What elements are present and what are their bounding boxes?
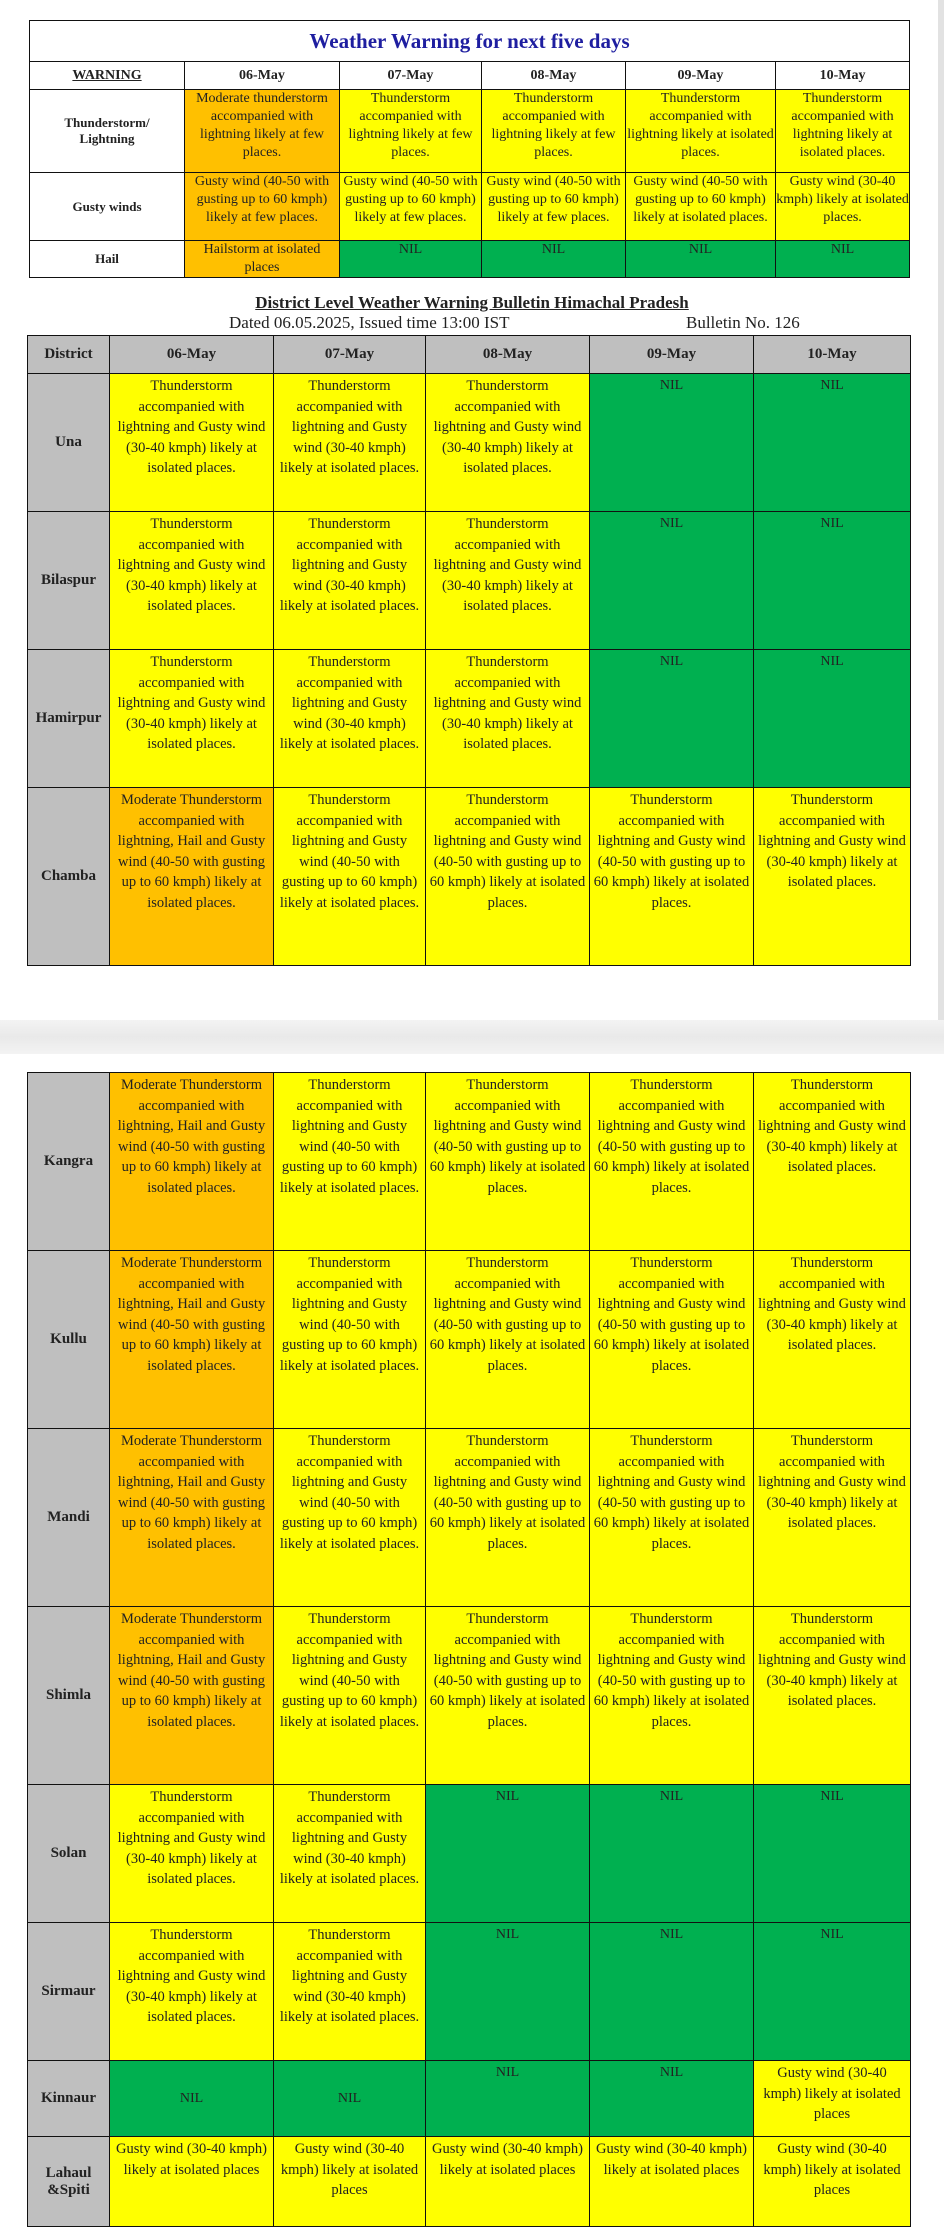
district-warning-cell: Thunderstorm accompanied with lightning and Gusty wind (30-40 kmph) likely at isolated places. (274, 1785, 426, 1923)
district-name: Sirmaur (28, 1923, 110, 2061)
date-column-header: 10-May (754, 336, 911, 374)
district-warning-cell: Thunderstorm accompanied with lightning and Gusty wind (40-50 with gusting up to 60 kmph) likely at isolated places. (590, 788, 754, 966)
district-warning-cell: Gusty wind (30-40 kmph) likely at isolated places (754, 2061, 911, 2137)
district-warning-cell: NIL (590, 2061, 754, 2137)
district-column-header: District (28, 336, 110, 374)
summary-cell: Thunderstorm accompanied with lightning likely at few places. (482, 90, 626, 173)
district-name: Kullu (28, 1251, 110, 1429)
district-row (28, 788, 911, 966)
district-warning-cell: Thunderstorm accompanied with lightning and Gusty wind (40-50 with gusting up to 60 kmph) likely at isolated places. (426, 1251, 590, 1429)
district-row (28, 650, 911, 788)
summary-cell: NIL (776, 241, 910, 278)
date-column-header: 09-May (590, 336, 754, 374)
district-warning-cell: NIL (590, 1785, 754, 1923)
district-warning-cell: Moderate Thunderstorm accompanied with lightning, Hail and Gusty wind (40-50 with gusting up to 60 kmph) likely at isolated places. (110, 788, 274, 966)
five-day-warning-table (29, 20, 910, 278)
summary-cell: Moderate thunderstorm accompanied with lightning likely at few places. (185, 90, 340, 173)
district-warning-cell: Thunderstorm accompanied with lightning and Gusty wind (30-40 kmph) likely at isolated places. (274, 650, 426, 788)
district-warning-cell: Thunderstorm accompanied with lightning and Gusty wind (30-40 kmph) likely at isolated places. (274, 1923, 426, 2061)
district-warning-cell: NIL (590, 374, 754, 512)
summary-cell: Thunderstorm accompanied with lightning likely at isolated places. (776, 90, 910, 173)
district-name: Lahaul &Spiti (28, 2137, 110, 2227)
district-warning-table-page2 (27, 1072, 911, 2227)
district-warning-cell: Gusty wind (30-40 kmph) likely at isolated places (274, 2137, 426, 2227)
district-row (28, 1429, 911, 1607)
bulletin-page-1 (0, 0, 944, 1020)
district-warning-cell: Thunderstorm accompanied with lightning and Gusty wind (40-50 with gusting up to 60 kmph) likely at isolated places. (274, 1607, 426, 1785)
district-warning-cell: Thunderstorm accompanied with lightning and Gusty wind (30-40 kmph) likely at isolated places. (754, 1429, 911, 1607)
district-warning-cell: Thunderstorm accompanied with lightning and Gusty wind (40-50 with gusting up to 60 kmph) likely at isolated places. (274, 788, 426, 966)
district-warning-table-page1 (27, 335, 911, 966)
date-column-header: 06-May (110, 336, 274, 374)
district-warning-cell: Thunderstorm accompanied with lightning and Gusty wind (30-40 kmph) likely at isolated places. (110, 650, 274, 788)
district-warning-cell: NIL (754, 1785, 911, 1923)
date-column-header: 09-May (626, 62, 776, 90)
district-warning-cell: NIL (754, 650, 911, 788)
district-row (28, 1073, 911, 1251)
district-warning-cell: Moderate Thunderstorm accompanied with lightning, Hail and Gusty wind (40-50 with gusting up to 60 kmph) likely at isolated places. (110, 1073, 274, 1251)
district-warning-cell: Thunderstorm accompanied with lightning and Gusty wind (30-40 kmph) likely at isolated places. (110, 1923, 274, 2061)
district-warning-cell: Moderate Thunderstorm accompanied with lightning, Hail and Gusty wind (40-50 with gusting up to 60 kmph) likely at isolated places. (110, 1429, 274, 1607)
bulletin-title: District Level Weather Warning Bulletin Himachal Pradesh (255, 293, 689, 312)
district-warning-cell: Thunderstorm accompanied with lightning and Gusty wind (40-50 with gusting up to 60 kmph) likely at isolated places. (426, 1073, 590, 1251)
district-warning-cell: Thunderstorm accompanied with lightning and Gusty wind (40-50 with gusting up to 60 kmph) likely at isolated places. (426, 1429, 590, 1607)
district-warning-cell: Gusty wind (30-40 kmph) likely at isolated places (110, 2137, 274, 2227)
district-warning-cell: Thunderstorm accompanied with lightning and Gusty wind (40-50 with gusting up to 60 kmph) likely at isolated places. (426, 788, 590, 966)
district-warning-cell: NIL (426, 1785, 590, 1923)
district-warning-cell: Thunderstorm accompanied with lightning and Gusty wind (30-40 kmph) likely at isolated places. (754, 1073, 911, 1251)
district-warning-cell: NIL (754, 1923, 911, 2061)
district-warning-cell: NIL (754, 512, 911, 650)
district-name: Solan (28, 1785, 110, 1923)
district-name: Kinnaur (28, 2061, 110, 2137)
bulletin-number: Bulletin No. 126 (686, 313, 800, 332)
page-separator (0, 1020, 944, 1054)
district-warning-cell: Thunderstorm accompanied with lightning and Gusty wind (40-50 with gusting up to 60 kmph) likely at isolated places. (590, 1251, 754, 1429)
district-warning-cell: Thunderstorm accompanied with lightning and Gusty wind (40-50 with gusting up to 60 kmph) likely at isolated places. (590, 1073, 754, 1251)
district-warning-cell: NIL (110, 2061, 274, 2137)
summary-row (30, 173, 910, 241)
summary-cell: Thunderstorm accompanied with lightning likely at isolated places. (626, 90, 776, 173)
date-column-header: 08-May (482, 62, 626, 90)
district-name: Mandi (28, 1429, 110, 1607)
district-row (28, 1923, 911, 2061)
district-name: Bilaspur (28, 512, 110, 650)
summary-cell: Gusty wind (30-40 kmph) likely at isolated places. (776, 173, 910, 241)
summary-row-label: Hail (30, 241, 185, 278)
district-warning-cell: Thunderstorm accompanied with lightning and Gusty wind (30-40 kmph) likely at isolated places. (274, 512, 426, 650)
date-column-header: 10-May (776, 62, 910, 90)
district-warning-cell: Thunderstorm accompanied with lightning and Gusty wind (40-50 with gusting up to 60 kmph) likely at isolated places. (590, 1607, 754, 1785)
district-warning-cell: NIL (590, 512, 754, 650)
district-warning-cell: Thunderstorm accompanied with lightning and Gusty wind (30-40 kmph) likely at isolated places. (754, 1251, 911, 1429)
district-warning-cell: NIL (426, 2061, 590, 2137)
district-header-row (28, 336, 911, 374)
summary-header-row (30, 62, 910, 90)
district-warning-cell: NIL (426, 1923, 590, 2061)
district-warning-cell: NIL (590, 650, 754, 788)
district-row (28, 1785, 911, 1923)
summary-cell: Gusty wind (40-50 with gusting up to 60 kmph) likely at few places. (185, 173, 340, 241)
summary-cell: NIL (340, 241, 482, 278)
district-warning-cell: Thunderstorm accompanied with lightning and Gusty wind (30-40 kmph) likely at isolated places. (754, 1607, 911, 1785)
district-warning-cell: Thunderstorm accompanied with lightning and Gusty wind (40-50 with gusting up to 60 kmph) likely at isolated places. (426, 1607, 590, 1785)
district-warning-cell: Thunderstorm accompanied with lightning and Gusty wind (40-50 with gusting up to 60 kmph) likely at isolated places. (274, 1073, 426, 1251)
summary-cell: Gusty wind (40-50 with gusting up to 60 kmph) likely at isolated places. (626, 173, 776, 241)
district-warning-cell: Thunderstorm accompanied with lightning and Gusty wind (30-40 kmph) likely at isolated places. (110, 1785, 274, 1923)
date-column-header: 08-May (426, 336, 590, 374)
district-row (28, 1607, 911, 1785)
district-name: Chamba (28, 788, 110, 966)
bulletin-page-2 (0, 1054, 944, 2237)
summary-cell: NIL (626, 241, 776, 278)
district-warning-cell: Thunderstorm accompanied with lightning and Gusty wind (40-50 with gusting up to 60 kmph) likely at isolated places. (274, 1251, 426, 1429)
summary-title-cell (30, 21, 910, 62)
district-warning-cell: Thunderstorm accompanied with lightning and Gusty wind (30-40 kmph) likely at isolated places. (110, 512, 274, 650)
district-row (28, 2137, 911, 2227)
date-column-header: 07-May (340, 62, 482, 90)
summary-row-label: Thunderstorm/ Lightning (30, 90, 185, 173)
date-column-header: 06-May (185, 62, 340, 90)
district-warning-cell: Gusty wind (30-40 kmph) likely at isolated places (426, 2137, 590, 2227)
summary-cell: NIL (482, 241, 626, 278)
warning-column-header: WARNING (30, 62, 185, 90)
district-warning-cell: NIL (590, 1923, 754, 2061)
district-warning-cell: Thunderstorm accompanied with lightning and Gusty wind (30-40 kmph) likely at isolated places. (426, 374, 590, 512)
summary-cell: Gusty wind (40-50 with gusting up to 60 kmph) likely at few places. (482, 173, 626, 241)
page-edge (938, 0, 944, 1020)
district-warning-cell: Thunderstorm accompanied with lightning and Gusty wind (30-40 kmph) likely at isolated places. (110, 374, 274, 512)
summary-row (30, 241, 910, 278)
summary-cell: Hailstorm at isolated places (185, 241, 340, 278)
district-warning-cell: Thunderstorm accompanied with lightning and Gusty wind (30-40 kmph) likely at isolated places. (426, 512, 590, 650)
district-name: Kangra (28, 1073, 110, 1251)
district-warning-cell: Thunderstorm accompanied with lightning and Gusty wind (30-40 kmph) likely at isolated places. (754, 788, 911, 966)
district-row (28, 374, 911, 512)
district-row (28, 512, 911, 650)
summary-row (30, 90, 910, 173)
bulletin-dated: Dated 06.05.2025, Issued time 13:00 IST (229, 313, 510, 332)
district-warning-cell: NIL (274, 2061, 426, 2137)
summary-cell: Thunderstorm accompanied with lightning likely at few places. (340, 90, 482, 173)
date-column-header: 07-May (274, 336, 426, 374)
district-warning-cell: Gusty wind (30-40 kmph) likely at isolated places (754, 2137, 911, 2227)
district-warning-cell: Thunderstorm accompanied with lightning and Gusty wind (40-50 with gusting up to 60 kmph) likely at isolated places. (590, 1429, 754, 1607)
summary-row-label: Gusty winds (30, 173, 185, 241)
bulletin-heading (0, 293, 944, 335)
district-warning-cell: Thunderstorm accompanied with lightning and Gusty wind (40-50 with gusting up to 60 kmph) likely at isolated places. (274, 1429, 426, 1607)
district-warning-cell: Gusty wind (30-40 kmph) likely at isolated places (590, 2137, 754, 2227)
district-name: Hamirpur (28, 650, 110, 788)
summary-title: Weather Warning for next five days (309, 28, 630, 53)
summary-cell: Gusty wind (40-50 with gusting up to 60 kmph) likely at few places. (340, 173, 482, 241)
district-warning-cell: Thunderstorm accompanied with lightning and Gusty wind (30-40 kmph) likely at isolated places. (426, 650, 590, 788)
district-warning-cell: NIL (754, 374, 911, 512)
district-row (28, 1251, 911, 1429)
district-row (28, 2061, 911, 2137)
district-name: Una (28, 374, 110, 512)
district-warning-cell: Moderate Thunderstorm accompanied with lightning, Hail and Gusty wind (40-50 with gusting up to 60 kmph) likely at isolated places. (110, 1607, 274, 1785)
district-warning-cell: Thunderstorm accompanied with lightning and Gusty wind (30-40 kmph) likely at isolated places. (274, 374, 426, 512)
district-warning-cell: Moderate Thunderstorm accompanied with lightning, Hail and Gusty wind (40-50 with gusting up to 60 kmph) likely at isolated places. (110, 1251, 274, 1429)
district-name: Shimla (28, 1607, 110, 1785)
